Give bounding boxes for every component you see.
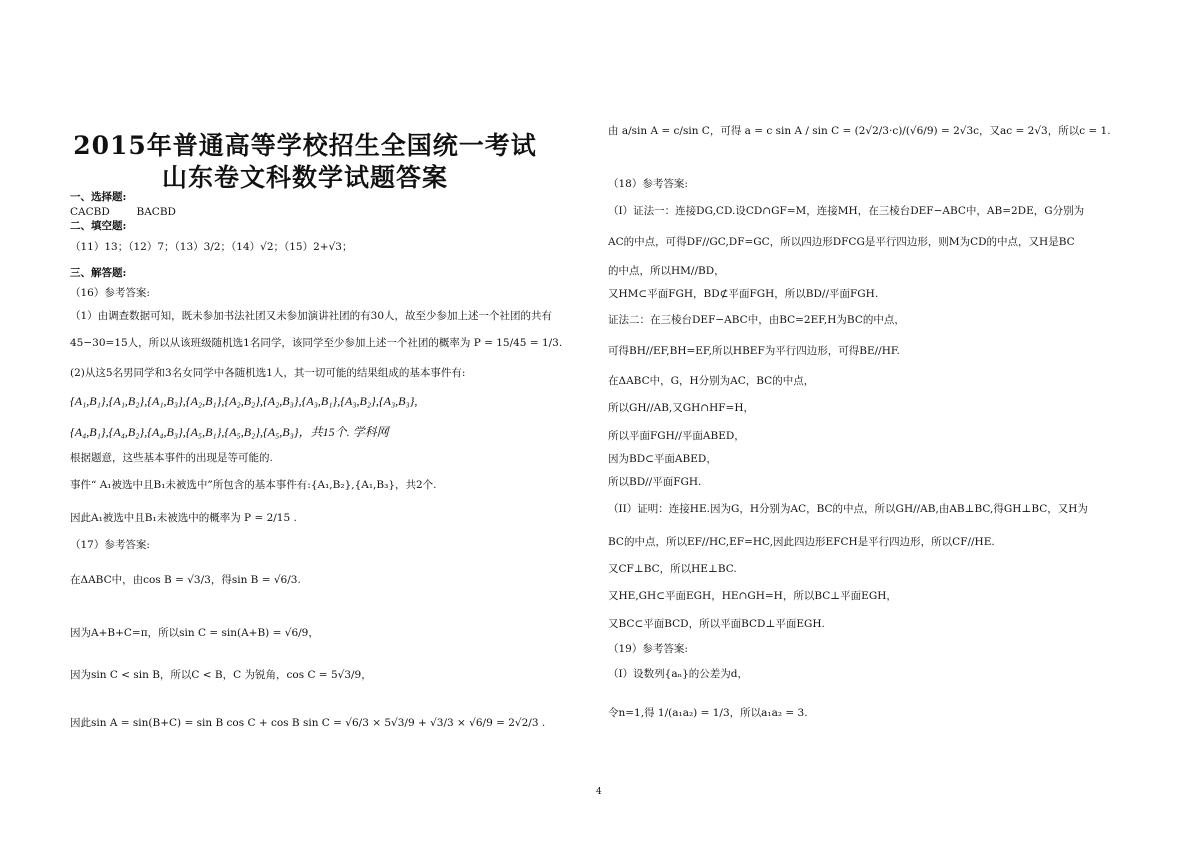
q16-equal-likely: 根据题意，这些基本事件的出现是等可能的. — [70, 452, 273, 464]
q18-line14: 又CF⊥BC，所以HE⊥BC. — [608, 563, 737, 575]
page-number: 4 — [596, 787, 602, 797]
section-choice-heading: 一、选择题: — [70, 191, 127, 203]
q18-line6: 可得BH//EF,BH=EF,所以HBEF为平行四边形，可得BE//HF. — [608, 345, 900, 357]
q17-line4: 因此sin A = sin(B+C) = sin B cos C + cos B sin C = √6/3 × 5√3/9 + √3/3 × √6/9 = 2√2/3 . — [70, 717, 546, 729]
fill-answers: （11）13；（12）7；（13）3/2；（14）√2；（15）2+√3； — [70, 241, 353, 253]
q18-line4: 又HM⊂平面FGH，BD⊄平面FGH，所以BD//平面FGH. — [608, 288, 879, 300]
q18-heading: （18）参考答案: — [608, 178, 688, 190]
q18-line11: 所以BD//平面FGH. — [608, 476, 702, 488]
q18-line10: 因为BD⊂平面ABED， — [608, 453, 717, 465]
q16-part1-line2: 45−30=15人，所以从该班级随机选1名同学，该同学至少参加上述一个社团的概率为 P = 15/45 = 1/3. — [70, 337, 563, 349]
q17-conclusion: 由 a/sin A = c/sin C，可得 a = c sin A / sin C = (2√2/3·c)/(√6/9) = 2√3c，又ac = 2√3，所以c = 1. — [608, 125, 1111, 137]
q16-part1-line1: （1）由调查数据可知，既未参加书法社团又未参加演讲社团的有30人，故至少参加上述一个社团的共有 — [70, 310, 553, 322]
q16-events-line1: {A₁,B₁},{A₁,B₂},{A₁,B₃},{A₂,B₁},{A₂,B₂},{A₂,B₃},{A₃,B₁},{A₃,B₂},{A₃,B₃}, — [70, 394, 418, 408]
q16-part2-intro: (2)从这5名男同学和3名女同学中各随机选1人，其一切可能的结果组成的基本事件有: — [70, 367, 466, 379]
section-fill-heading: 二、填空题: — [70, 220, 127, 232]
q18-line8: 所以GH//AB,又GH∩HF=H， — [608, 402, 754, 414]
title-line-2: 山东卷文科数学试题答案 — [161, 163, 448, 192]
q18-line5: 证法二：在三棱台DEF−ABC中，由BC=2EF,H为BC的中点， — [608, 314, 905, 326]
title-line-1: 2015年普通高等学校招生全国统一考试 — [73, 131, 537, 160]
q18-line9: 所以平面FGH//平面ABED， — [608, 430, 745, 442]
q17-line2: 因为A+B+C=π，所以sin C = sin(A+B) = √6/9， — [70, 627, 319, 639]
q18-line12: （II）证明：连接HE.因为G，H分别为AC，BC的中点，所以GH//AB,由AB⊥BC,得GH⊥BC，又H为 — [608, 503, 1088, 515]
q19-line1: （I）设数列{aₙ}的公差为d， — [608, 668, 749, 680]
q19-line2: 令n=1,得 1/(a₁a₂) = 1/3，所以a₁a₂ = 3. — [608, 707, 808, 719]
q18-line15: 又HE,GH⊂平面EGH，HE∩GH=H，所以BC⊥平面EGH， — [608, 590, 897, 602]
q16-event-m: 事件“ A₁被选中且B₁未被选中”所包含的基本事件有:{A₁,B₂},{A₁,B₃}，共2个. — [70, 479, 437, 491]
q17-line1: 在ΔABC中，由cos B = √3/3，得sin B = √6/3. — [70, 574, 301, 586]
q18-line3: 的中点，所以HM//BD， — [608, 265, 725, 277]
section-solution-heading: 三、解答题: — [70, 267, 127, 279]
q17-line3: 因为sin C < sin B，所以C < B，C 为锐角，cos C = 5√3/9， — [70, 669, 372, 681]
choice-answers: CACBD BACBD — [70, 206, 176, 218]
q18-line1: （I）证法一：连接DG,CD.设CD∩GF=M，连接MH，在三棱台DEF−ABC中，AB=2DE，G分别为 — [608, 205, 1085, 217]
q16-events-line2: {A₄,B₁},{A₄,B₂},{A₄,B₃},{A₅,B₁},{A₅,B₂},{A₅,B₃}，共15个. 学科网 — [70, 425, 389, 439]
q17-heading: （17）参考答案: — [70, 539, 150, 551]
q18-line7: 在ΔABC中，G，H分别为AC，BC的中点， — [608, 375, 815, 387]
q18-line16: 又BC⊂平面BCD，所以平面BCD⊥平面EGH. — [608, 618, 825, 630]
q16-heading: （16）参考答案: — [70, 287, 150, 299]
q19-heading: （19）参考答案: — [608, 643, 688, 655]
q18-line2: AC的中点，可得DF//GC,DF=GC，所以四边形DFCG是平行四边形，则M为CD的中点，又H是BC — [608, 236, 1075, 248]
q16-probability: 因此A₁被选中且B₁未被选中的概率为 P = 2/15 . — [70, 512, 297, 524]
q18-line13: BC的中点，所以EF//HC,EF=HC,因此四边形EFCH是平行四边形，所以CF//HE. — [608, 536, 995, 548]
